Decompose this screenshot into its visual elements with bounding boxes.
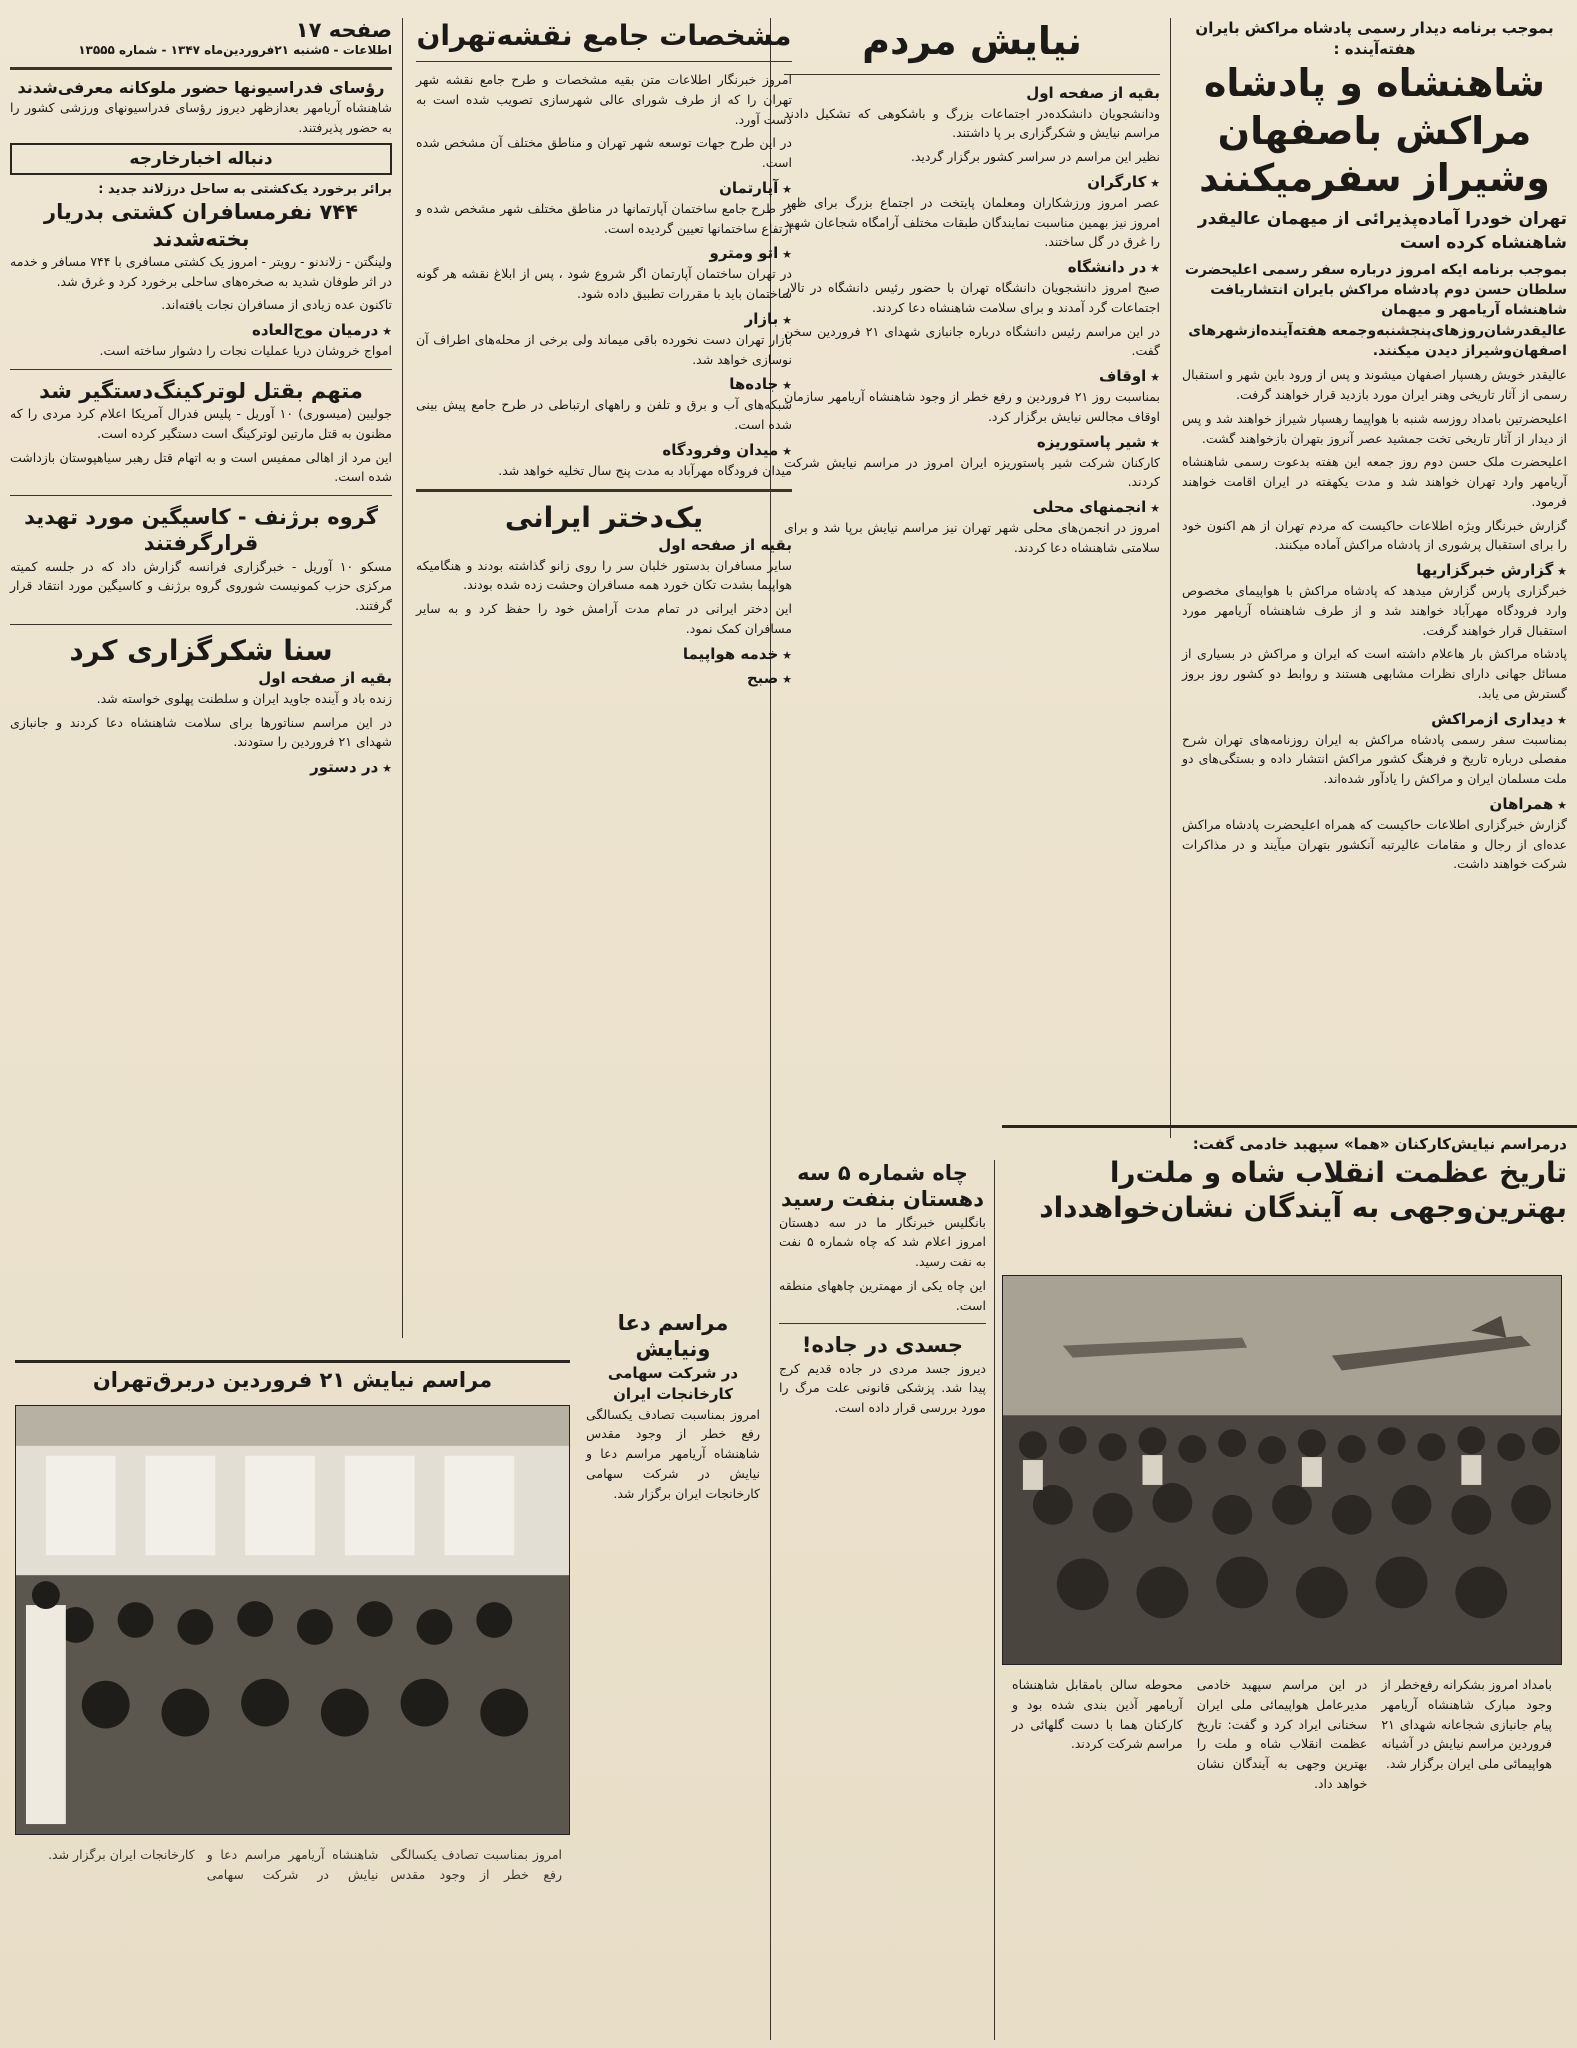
lead-paragraph: گزارش خبرنگار ویژه اطلاعات حاکیست که مردم تهران از هم اکنون خود را برای استقبال پرشوری از پادشاه مراکش آماده میکنند. <box>1182 517 1567 553</box>
lead-kicker: بموجب برنامه دیدار رسمی پادشاه مراکش بایران هفته‌آینده : <box>1195 19 1554 58</box>
king-paragraph: جولیین (میسوری) ۱۰ آوریل - پلیس فدرال آمریکا اعلام کرد مردی را که مظنون به قتل مارتین لوترکینگ است دستگیر کرده است. <box>10 406 392 441</box>
continued-note: بقیه از صفحه اول <box>658 535 792 554</box>
prayer-paragraph: امروز در انجمن‌های محلی شهر تهران نیز مراسم نیایش برپا شد و برای سلامتی شاهنشاه دعا کردند. <box>784 520 1160 555</box>
prayer-paragraph: صبح امروز دانشجویان دانشگاه تهران با حضور رئیس دانشگاه در تالار اجتماعات گرد آمدند و برای سلامت شاهنشاه دعا کردند. <box>784 280 1160 315</box>
foreign-news-box: دنباله اخبارخارجه <box>10 143 392 175</box>
brezhnev-headline: گروه برژنف - کاسیگین مورد تهدید قرارگرفتند <box>24 505 378 556</box>
homa-banner <box>1002 1125 1577 1255</box>
lead-subheadline-2: بموجب برنامه ایکه امروز درباره سفر رسمی اعلیحضرت سلطان حسن دوم پادشاه مراکش بایران انتشاریافت شاهنشاه آریامهر و میهمان عالیقدرشان‌روزهای‌پنجشنبه‌وجمعه هفته‌آینده‌ازشهرهای اصفهان‌وشیراز دیدن میکنند. <box>1184 261 1567 359</box>
prayer-headline: نیایش مردم <box>862 19 1082 63</box>
barq-paragraph: امروز بمناسبت تصادف یکسالگی رفع خطر از وجود مقدس شاهنشاه آریامهر مراسم دعا و نیایش در شرکت سهامی کارخانجات ایران برگزار شد. <box>48 1847 562 1882</box>
plan-paragraph: امروز خبرنگار اطلاعات متن بقیه مشخصات و طرح جامع نقشه شهر تهران را که از طرف شورای عالی شهرسازی تصویب شده است به دست آورد. <box>416 72 792 127</box>
senate-paragraph: در این مراسم سناتورها برای سلامت شاهنشاه دعا کردند و جانبازی شهدای ۲۱ فروردین را ستودند. <box>10 714 392 750</box>
girl-paragraph: این دختر ایرانی در تمام مدت آرامش خود را حفظ کرد و به سایر مسافران کمک نمود. <box>416 601 792 636</box>
federations-paragraph: شاهنشاه آریامهر بعدازظهر دیروز رؤسای فدراسیونهای ورزشی کشور را به حضور پذیرفتند. <box>10 99 392 135</box>
plan-paragraph: میدان فرودگاه مهرآباد به مدت پنج سال تخلیه خواهد شد. <box>498 462 792 478</box>
girl-section-heading: ★ خدمه‌ هواپیما <box>416 645 792 663</box>
dateline: اطلاعات - ۵شنبه ۲۱فروردین‌ماه ۱۳۴۷ - شماره ۱۳۵۵۵ <box>78 43 392 57</box>
lead-subheadline-1: تهران خودرا آماده‌پذیرائی از میهمان عالیقدر شاهنشاه کرده است <box>1197 208 1567 254</box>
plan-paragraph: در تهران ساختمان آپارتمان اگر شروع شود ، پس از ابلاغ نقشه هر گونه ساختمان باید با مقررات تطبیق داده شود. <box>416 266 792 301</box>
prayer-story-column <box>774 18 1170 1168</box>
left-headline: جسدی در جاده! <box>801 1333 964 1358</box>
prayer-paragraph: عصر امروز ورزشکاران ومعلمان پایتخت در اجتماع بزرگ برای ظهر امروز نیز بهمین مناسبت نمایندگان طبقات مختلف آرامگاه شجاعان شهید را غرق در گل ساختند. <box>784 194 1160 250</box>
plan-section-heading: ★ بازار <box>416 310 792 328</box>
ship-section-heading: ★ درمیان موج‌العاده <box>10 321 392 339</box>
lead-paragraph: خبرگزاری پارس گزارش میدهد که پادشاه مراکش با هواپیمای مخصوص وارد فرودگاه مهرآباد خواهند شد و از طرف شاهنشاه آریامهر مورد استقبال قرار خواهند گرفت. <box>1182 583 1567 638</box>
plan-paragraph: بازار تهران دست نخورده باقی میماند ولی برخی از محله‌های اطراف آن نوسازی خواهد شد. <box>416 331 792 367</box>
brezhnev-paragraph: مسکو ۱۰ آوریل - خبرگزاری فرانسه گزارش داد که در جلسه کمیته مرکزی حزب کمونیست شوروی گروه برژنف و کاسیگین مورد انتقاد قرار گرفتند. <box>10 558 392 614</box>
ship-paragraph: ولینگتن - زلاندنو - رویتر - امروز یک کشتی مسافری با ۷۴۴ مسافر و خدمه در اثر طوفان شدید به صخره‌های ساحلی برخورد کرد و غرق شد. <box>10 253 392 289</box>
lead-section-heading: ★ همراهان <box>1182 795 1567 813</box>
girl-section-heading: ★ صبح <box>416 669 792 687</box>
prayer-section-heading: ★ در دانشگاه <box>784 258 1160 276</box>
plan-section-heading: ★ جاده‌ها <box>416 375 792 393</box>
iranian-girl-headline: یک‌دختر ایرانی <box>504 500 704 534</box>
left-photo-caption <box>15 1360 570 1400</box>
continued-note: بقیه از صفحه اول <box>1026 83 1160 102</box>
page-number: صفحه ۱۷ <box>295 18 392 42</box>
lead-paragraph: اعلیحضرتین بامداد روزسه شنبه با هواپیما رهسپار شیراز خواهند شد و پس از دیدار از آثار تاریخی تخت جمشید عصر آنروز بتهران بازخواهند گشت. <box>1182 410 1567 446</box>
homa-kicker: درمراسم نیایش‌کارکنان «هما» سپهبد خادمی گفت: <box>1192 1135 1567 1153</box>
foreign-news-column <box>0 18 402 1338</box>
barq-ceremony-photo <box>15 1405 570 1835</box>
homa-paragraph: محوطه سالن بامقابل شاهنشاه آریامهر آذین بندی شده بود و کارکنان هما با دست گلهائی در مراسم شرکت کردند. <box>1012 1677 1183 1752</box>
prayer-section-heading: ★ کارگران <box>784 173 1160 191</box>
continued-note: بقیه از صفحه اول <box>258 668 392 687</box>
lead-section-heading: ★ دیداری ازمراکش <box>1182 710 1567 728</box>
left-paragraph: دیروز جسد مردی در جاده قدیم کرج پیدا شد. پزشکی قانونی علت مرگ را مورد بررسی قرار داده است. <box>779 1360 986 1415</box>
lower-mid-column <box>770 1160 995 2040</box>
lead-paragraph: بمناسبت سفر رسمی پادشاه مراکش به ایران روزنامه‌های تهران شرح مفصلی درباره تاریخ و فرهنگ کشور مراکش انتشار داده و بستگی‌های دو ملت مسلمان ایران و مراکش را یادآور شده‌اند. <box>1182 731 1567 787</box>
homa-headline-line-2: بهترین‌وجهی به آیندگان نشان‌خواهدداد <box>1039 1191 1567 1224</box>
plan-section-heading: ★ آپارتمان <box>416 179 792 197</box>
well-paragraph: این چاه یکی از مهمترین چاههای منطقه است. <box>779 1277 986 1313</box>
lead-paragraph: پادشاه مراکش بار هاعلام داشته است که ایران و مراکش در بسیاری از مسائل جهانی دارای نظرات مشابهی هستند و روابط دو کشور روز بروز گسترش می یابد. <box>1182 646 1567 701</box>
homa-paragraph: در این مراسم سپهبد خادمی مدیرعامل هواپیمائی ملی ایران سخنانی ایراد کرد و گفت: تاریخ عظمت انقلاب شاه و ملت را بهترین وجهی به آیندگان نشان خواهد داد. <box>1196 1677 1368 1791</box>
homa-headline-line-1: تاریخ عظمت انقلاب شاه و ملت‌را <box>1109 1156 1567 1189</box>
plan-section-heading: ★ اتو ومترو <box>416 244 792 262</box>
prayer-section-heading: ★ شیر پاستوریزه <box>784 433 1160 451</box>
plan-paragraph: در طرح جامع ساختمان آپارتمانها در مناطق مختلف شهر مشخص شده و ارتفاع ساختمانها تعیین گردیده است. <box>416 200 792 236</box>
prayer-paragraph: ودانشجویان دانشکده‌در اجتماعات بزرگ و باشکوهی که تشکیل دادند مراسم نیایش و شکرگزاری بر پا داشتند. <box>784 105 1160 141</box>
senate-section-heading: ★ در دستور <box>10 758 392 776</box>
well-kicker: چاه شماره ۵ سه <box>797 1161 968 1185</box>
girl-paragraph: سایر مسافران بدستور خلبان سر را روی زانو گذاشته بودند و هنگامیکه هواپیما بشدت تکان خورد همه مسافران وحشت زده شده بودند. <box>416 557 792 593</box>
king-paragraph: این مرد از اهالی ممفیس است و به اتهام قتل رهبر سیاهپوستان بازداشت شده است. <box>10 449 392 485</box>
prayer-paragraph: بمناسبت روز ۲۱ فروردین و رفع خطر از وجود شاهنشاه آریامهر سازمان اوقاف مجالس نیایش برگزار کرد. <box>784 389 1160 424</box>
lead-paragraph: اعلیحضرت ملک حسن دوم روز جمعه این هفته بدعوت رسمی شاهنشاه آریامهر وارد تهران خواهند شد و مدت یکهفته در ایران اقامت خواهند فرمود. <box>1182 454 1567 509</box>
king-suspect-headline: متهم بقتل لوترکینگ‌دستگیر شد <box>39 378 363 403</box>
prayer-paragraph: نظیر این مراسم در سراسر کشور برگزار گردید. <box>910 149 1160 164</box>
prayer-company-sub: در شرکت سهامی کارخانجات ایران <box>607 1363 739 1403</box>
homa-ceremony-photo <box>1002 1275 1562 1665</box>
column-rule <box>402 18 403 1338</box>
tehran-plan-column <box>406 18 802 1338</box>
crowd-photo-illustration <box>1003 1276 1561 1664</box>
left-photo-caption-text: مراسم نیایش ۲۱ فروردین دربرق‌تهران <box>92 1368 493 1392</box>
federations-headline: رؤسای فدراسیونها حضور ملوکانه معرفی‌شدند <box>17 77 385 97</box>
ship-paragraph: تاکنون عده زیادی از مسافران نجات یافته‌اند. <box>161 297 392 313</box>
prayer-section-heading: ★ انجمنهای محلی <box>784 498 1160 516</box>
senate-paragraph: زنده باد و آینده جاوید ایران و سلطنت پهلوی خواسته شد. <box>96 690 392 706</box>
column-rule <box>1170 18 1171 1138</box>
homa-story-body <box>1002 1675 1562 2040</box>
hall-photo-illustration <box>16 1406 569 1834</box>
lead-paragraph: عالیقدر خویش رهسپار اصفهان میشوند و پس از ورود باین شهر و استقبال رسمی از آثار تاریخی وهنر ایران مورد بازدید قرار خواهند گرفت. <box>1182 367 1567 403</box>
barq-story-body <box>15 1845 570 2040</box>
senate-headline: سنا شکرگزاری کرد <box>69 633 333 667</box>
masthead <box>10 18 392 42</box>
prayer-paragraph: در این مراسم رئیس دانشگاه درباره جانبازی شهدای ۲۱ فروردین سخن گفت. <box>784 323 1160 359</box>
lead-headline: شاهنشاه و پادشاه مراکش باصفهان وشیراز سفرمیکنند <box>1199 61 1550 200</box>
well-paragraph: بانگلیس خبرنگار ما در سه دهستان امروز اعلام شد که چاه شماره ۵ نفت به نفت رسید. <box>779 1214 986 1269</box>
prayer-paragraph: کارکنان شرکت شیر پاستوریزه ایران امروز در مراسم نیایش شرکت کردند. <box>784 454 1160 490</box>
plan-section-heading: ★ میدان وفرودگاه <box>416 441 792 459</box>
ship-headline: ۷۴۴ نفرمسافران کشتی بدریار بخته‌شدند <box>43 200 358 251</box>
prayer-company-column <box>578 1310 768 2040</box>
lead-paragraph: گزارش خبرگزاری اطلاعات حاکیست که همراه اعلیحضرت پادشاه مراکش عده‌ای از رجال و مقامات عالیرتبه آنکشور بتهران میآیند و در مذاکرات شرکت خواهند داشت. <box>1182 816 1567 872</box>
plan-paragraph: در این طرح جهات توسعه شهر تهران و مناطق مختلف آن مشخص شده است. <box>416 135 792 170</box>
ship-paragraph: امواج خروشان دریا عملیات نجات را دشوار ساخته است. <box>99 343 392 359</box>
tehran-plan-headline: مشخصات جامع نقشه‌تهران <box>416 19 792 52</box>
prayer-company-headline: مراسم دعا ونیایش <box>617 1311 729 1362</box>
ship-kicker: برائر برخورد یک‌کشتی به ساحل درزلاند جدید : <box>98 182 392 198</box>
well-headline: دهستان بنفت رسید <box>781 1187 984 1212</box>
lead-story-column <box>1172 18 1577 1136</box>
plan-paragraph: شبکه‌های آب و برق و تلفن و راههای ارتباطی در طرح جامع پیش بینی شده است. <box>416 397 792 432</box>
lead-section-heading: ★ گزارش خبرگزاریها <box>1182 561 1567 579</box>
prayer-company-paragraph: امروز بمناسبت تصادف یکسالگی رفع خطر از وجود مقدس شاهنشاه آریامهر مراسم دعا و نیایش در شرکت سهامی کارخانجات ایران برگزار شد. <box>586 1406 760 1501</box>
homa-paragraph: بامداد امروز بشکرانه رفع‌خطر از وجود مبارک شاهنشاه آریامهر پیام جانبازی شجاعانه شهدای ۲۱ فروردین مراسم نیایش در آشیانه هواپیمائی ملی ایران برگزار شد. <box>1381 1677 1552 1771</box>
prayer-section-heading: ★ اوقاف <box>784 367 1160 385</box>
